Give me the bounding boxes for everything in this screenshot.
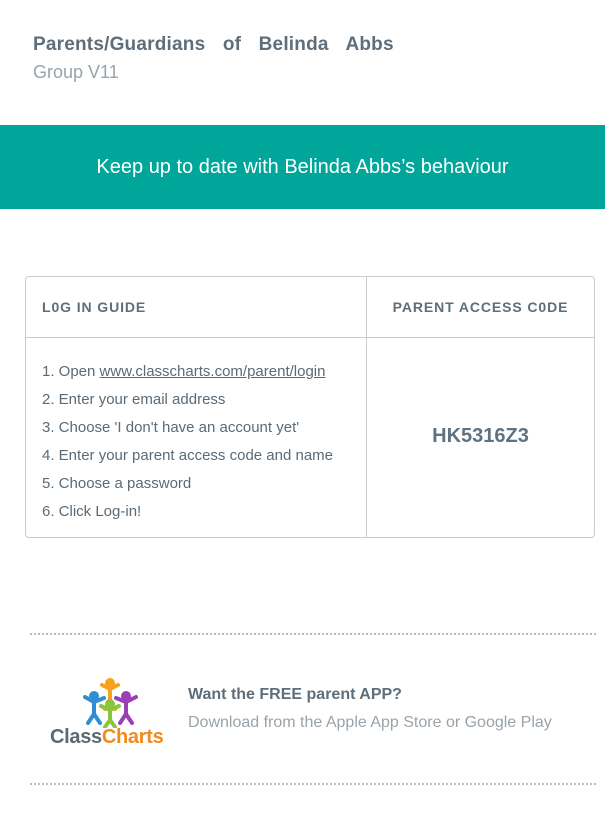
- app-promo: [50, 676, 580, 756]
- app-question: Want the FREE parent APP?: [188, 686, 402, 703]
- step-item: 3. Choose 'I don't have an account yet': [42, 419, 300, 436]
- step-item: 2. Enter your email address: [42, 391, 226, 408]
- page-header: [33, 34, 394, 83]
- banner: [0, 125, 605, 209]
- access-code-heading: PARENT ACCESS C0DE: [367, 277, 594, 338]
- login-link[interactable]: www.classcharts.com/parent/login: [99, 363, 326, 380]
- logo-wordmark: ClassCharts: [50, 726, 164, 748]
- login-guide-heading: L0G IN GUIDE: [26, 277, 367, 338]
- step-prefix: 1. Open: [42, 363, 100, 380]
- dotted-divider-top: [30, 633, 596, 635]
- page-title: Parents/Guardians of Belinda Abbs: [33, 34, 394, 55]
- group-label: Group V11: [33, 62, 119, 82]
- step-item: 4. Enter your parent access code and name: [42, 447, 334, 464]
- banner-text: Keep up to date with Belinda Abbs’s behaviour: [96, 155, 509, 178]
- step-item: 6. Click Log-in!: [42, 503, 142, 520]
- access-code: HK5316Z3: [432, 425, 529, 447]
- login-steps: [26, 338, 367, 537]
- login-guide-table: [25, 276, 595, 538]
- step-item: [42, 358, 366, 386]
- classcharts-logo[interactable]: [50, 676, 170, 748]
- dotted-divider-bottom: [30, 783, 596, 785]
- step-item: 5. Choose a password: [42, 475, 192, 492]
- classcharts-people-icon: [80, 676, 142, 728]
- app-download-text: Download from the Apple App Store or Google Play: [188, 714, 552, 731]
